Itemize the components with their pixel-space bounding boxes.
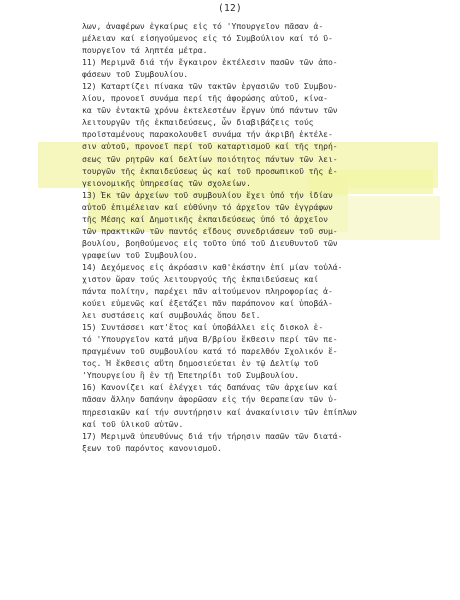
text-line: τῶν πρακτικῶν τῶν παντός εἴδους συνεδριάσεων τοῦ συμ- [82, 225, 338, 236]
text-line: βουλίου, βοηθούμενος εἰς τοῦτο ὑπό τοῦ Διευθυντοῦ τῶν [82, 237, 338, 248]
text-line: πάντα πολίτην, παρέχει πᾶν αἰτούμενον πληροφορίας ἀ- [82, 286, 333, 297]
text-line: 13) Ἐκ τῶν ἀρχείων τοῦ συμβουλίου ἔχει ὑπό τήν ἰδίαν [82, 189, 333, 200]
text-line: 15) Συντάσσει κατ'ἔτος καί ὑποβάλλει εἰς δισκολ ἐ- [82, 322, 324, 333]
text-line: πουργεῖον τά ληπτέα μέτρα. [82, 45, 208, 56]
text-line: 'Υπουργείου ἢ ἐν τῇ Ἐπετηρίδι τοῦ Συμβουλίου. [82, 370, 300, 381]
text-line: πᾶσαν ἄλλην δαπάνην ἀφορῶσαν εἰς τήν θεραπείαν τῶν ὑ- [82, 394, 338, 405]
text-line: τό 'Υπουργεῖον κατά μῆνα Β/βρίου ἔκθεσιν περί τῶν πε- [82, 334, 338, 345]
text-line: τῆς Μέσης καί Δημοτικῆς ἐκπαιδεύσεως ὑπό τό ἀρχεῖον [82, 213, 328, 224]
text-line: μέλειαν καί εἰσηγούμενος εἰς τό Συμβούλιον καί τό ῦ- [82, 33, 333, 44]
text-line: 12) Καταρτίζει πίνακα τῶν τακτῶν ἐργασιῶν τοῦ Συμβου- [82, 81, 338, 92]
text-line: σιν αὐτοῦ, προνοεῖ περί τοῦ καταρτισμοῦ καί τῆς τηρή- [82, 141, 338, 152]
text-line: κα τῶν ἐντακτῶ χρόνω ἐκτελεστέων ἔργων ὑπό πάντων τῶν [82, 105, 338, 116]
text-line: φάσεων τοῦ Συμβουλίου. [82, 69, 189, 80]
text-line: 14) Δεχόμενος εἰς ἀκρόασιν καθ'ἑκάστην ἐπί μίαν τοὐλά- [82, 261, 343, 272]
text-line: κούει εὐμενῶς καί ἐξετάζει πᾶν παράπονον καί ὑποβάλ- [82, 298, 333, 309]
text-line: ξεων τοῦ παρόντος κανονισμοῦ. [82, 442, 222, 453]
text-line: πηρεσιακῶν καί τήν συντήρησιν καί ἀνακαίνισιν τῶν ἐπίπλων [82, 406, 357, 417]
text-line: 16) Κανονίζει καί ἐλέγχει τάς δαπάνας τῶν ἀρχείων καί [82, 382, 338, 393]
text-line: τος. Ἡ ἔκθεσις αὕτη δημοσιεύεται ἐν τῷ Δελτίῳ τοῦ [82, 358, 319, 369]
text-line: γειονομικῆς ὑπηρεσίας τῶν σχολείων. [82, 177, 251, 188]
text-line: σεως τῶν ρητρῶν καί δελτίων ποιότητος πάντων τῶν λει- [82, 153, 338, 164]
text-line: λειτουργῶν τῆς ἐκπαιδεύσεως, ὧν διαβιβάζεις τούς [82, 117, 314, 128]
text-line: τουργῶν τῆς ἐκπαιδεύσεως ὡς καί τοῦ προσωπικοῦ τῆς ἐ- [82, 165, 338, 176]
document-body [82, 20, 450, 454]
text-line: λει συστάσεις καί συμβουλάς ὅπου δεῖ. [82, 310, 261, 321]
text-line: γραφείων τοῦ Συμβουλίου. [82, 249, 198, 260]
text-line: αὐτοῦ ἐπιμέλειαν καί εὐθύνην τό ἀρχεῖον τῶν ἐγγράφων [82, 201, 333, 212]
text-line: χιστον ὥραν τούς λειτουργούς τῆς ἐκπαιδεύσεως καί [82, 273, 319, 284]
page-number: (12) [217, 3, 243, 14]
text-line: πραγμένων τοῦ συμβουλίου κατά τό παρελθόν Σχολικόν ἔ- [82, 346, 338, 357]
text-line: λων, ἀναφέρων ἐγκαίρως εἰς τό 'Υπουργεῖον πᾶσαν ἀ- [82, 21, 324, 31]
text-line: λίου, προνοεῖ συνάμα περί τῆς ἀφορώσης αὐτοῦ, κίνα- [82, 93, 328, 104]
text-line: καί τοῦ ὑλικοῦ αὐτῶν. [82, 418, 184, 429]
text-line: 11) Μεριμνᾶ διά τήν ἔγκαιρον ἐκτέλεσιν πασῶν τῶν ἀπο- [82, 57, 338, 68]
text-line: προϊσταμένους παρακολουθεῖ συνάμα τήν ἀκριβῆ ἐκτέλε- [82, 129, 333, 140]
text-line: 17) Μεριμνᾶ ὑπευθύνως διά τήν τήρησιν πασῶν τῶν διατά- [82, 430, 343, 441]
